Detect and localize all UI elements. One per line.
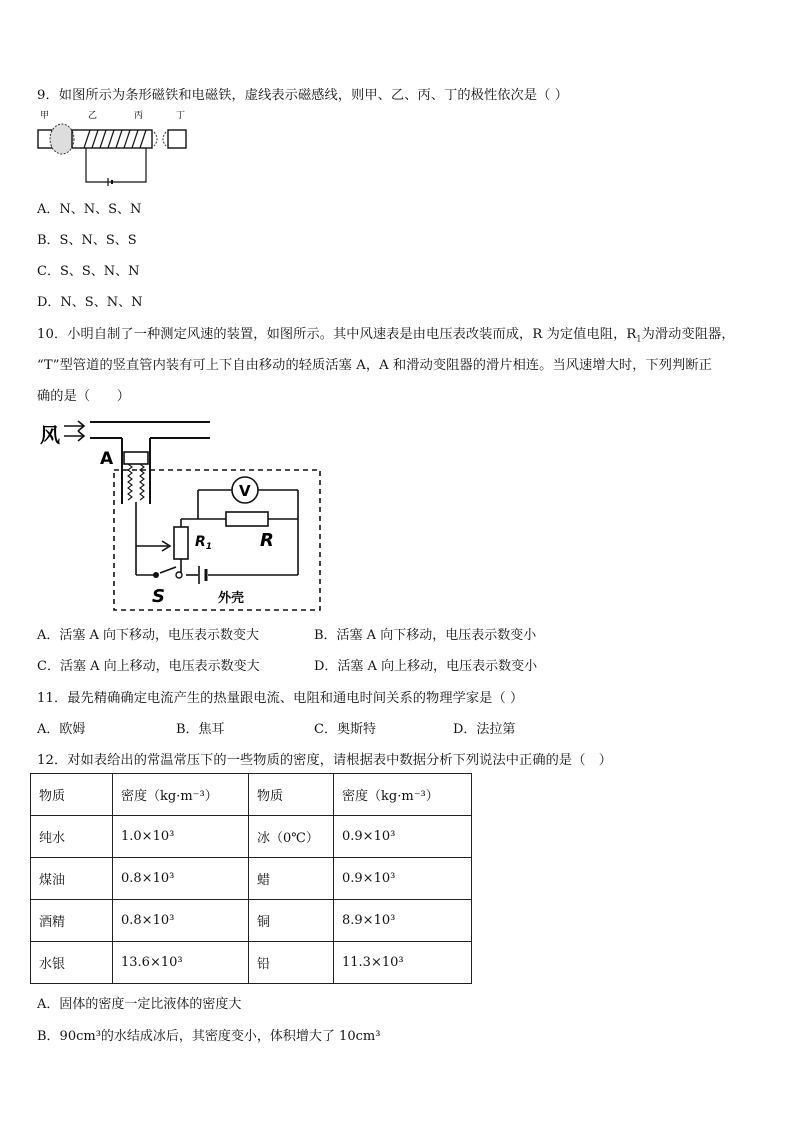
table-row	[31, 816, 472, 858]
q9-option-a: A．N、N、S、N	[37, 202, 142, 217]
table-cell: 煤油	[31, 858, 113, 900]
r1-label: $R_1$	[195, 534, 213, 552]
right-magnet	[168, 130, 186, 148]
table-cell: 0.8×10³	[113, 858, 249, 900]
q10-figure	[38, 412, 328, 614]
q9-figure	[36, 108, 196, 188]
table-row	[31, 858, 472, 900]
table-header-row	[31, 774, 472, 816]
q9-stem: 9．如图所示为条形磁铁和电磁铁，虚线表示磁感线，则甲、乙、丙、丁的极性依次是（ ）	[37, 88, 568, 103]
q10-option-a: A．活塞 A 向下移动，电压表示数变大	[37, 628, 260, 643]
field-lines-right	[154, 132, 166, 146]
table-cell: 0.8×10³	[113, 900, 249, 942]
q11-option-c: C．奥斯特	[314, 722, 376, 737]
table-cell: 铜	[249, 900, 334, 942]
r-label: R	[260, 530, 274, 551]
q9-option-d: D．N、S、N、N	[37, 295, 143, 310]
q9-option-c: C．S、S、N、N	[37, 264, 140, 279]
label-yi: 乙	[88, 111, 98, 121]
wind-arrows	[64, 421, 84, 441]
electromagnet-core	[72, 130, 152, 148]
table-cell: 0.9×10³	[334, 816, 472, 858]
coil	[84, 130, 146, 148]
table-header: 物质	[249, 774, 334, 816]
q12-option-a: A．固体的密度一定比液体的密度大	[37, 997, 242, 1012]
switch-pivot	[153, 572, 159, 578]
label-jia: 甲	[40, 111, 50, 121]
circuit-wire	[86, 148, 146, 182]
wind-label: 风	[40, 423, 60, 447]
table-row	[31, 942, 472, 984]
field-lines-left	[50, 124, 74, 154]
q11-option-a: A．欧姆	[37, 722, 86, 737]
table-cell: 11.3×10³	[334, 942, 472, 984]
case-label: 外壳	[218, 591, 245, 606]
table-cell: 0.9×10³	[334, 858, 472, 900]
table-cell: 冰（0℃）	[249, 816, 334, 858]
q10-option-d: D．活塞 A 向上移动，电压表示数变小	[314, 659, 538, 674]
piston-a	[124, 452, 148, 464]
table-header: 密度（kg·m⁻³）	[334, 774, 472, 816]
q11-option-b: B．焦耳	[176, 722, 225, 737]
q10-option-c: C．活塞 A 向上移动，电压表示数变大	[37, 659, 260, 674]
label-bing: 丙	[134, 111, 144, 121]
q10-line1: 10．小明自制了一种测定风速的装置，如图所示。其中风速表是由电压表改装而成，R 为定值电阻，$R_1$为滑动变阻器，	[37, 327, 735, 344]
density-table	[30, 773, 472, 984]
table-row	[31, 900, 472, 942]
q9-option-b: B．S、N、S、S	[37, 233, 137, 248]
q12-option-b: B．90cm³的水结成冰后，其密度变小，体积增大了 10cm³	[37, 1029, 381, 1044]
label-ding: 丁	[176, 111, 186, 121]
q10-line3: 确的是（ ）	[37, 389, 131, 404]
table-header: 物质	[31, 774, 113, 816]
table-cell: 13.6×10³	[113, 942, 249, 984]
piston-label: A	[100, 449, 114, 469]
table-cell: 纯水	[31, 816, 113, 858]
table-cell: 8.9×10³	[334, 900, 472, 942]
table-cell: 铅	[249, 942, 334, 984]
q11-option-d: D．法拉第	[453, 722, 516, 737]
table-header: 密度（kg·m⁻³）	[113, 774, 249, 816]
q12-stem: 12．对如表给出的常温常压下的一些物质的密度，请根据表中数据分析下列说法中正确的是（ ）	[37, 753, 613, 768]
q10-line2: “T”型管道的竖直管内装有可上下自由移动的轻质活塞 A，A 和滑动变阻器的滑片相连。当风速增大时，下列判断正	[37, 358, 712, 373]
switch-contact	[176, 572, 182, 578]
table-cell: 蜡	[249, 858, 334, 900]
q11-stem: 11．最先精确确定电流产生的热量跟电流、电阻和通电时间关系的物理学家是（ ）	[37, 691, 524, 706]
table-cell: 水银	[31, 942, 113, 984]
table-cell: 1.0×10³	[113, 816, 249, 858]
switch-label: S	[152, 586, 165, 607]
table-cell: 酒精	[31, 900, 113, 942]
voltmeter-label: V	[239, 482, 251, 500]
q10-option-b: B．活塞 A 向下移动，电压表示数变小	[314, 628, 537, 643]
